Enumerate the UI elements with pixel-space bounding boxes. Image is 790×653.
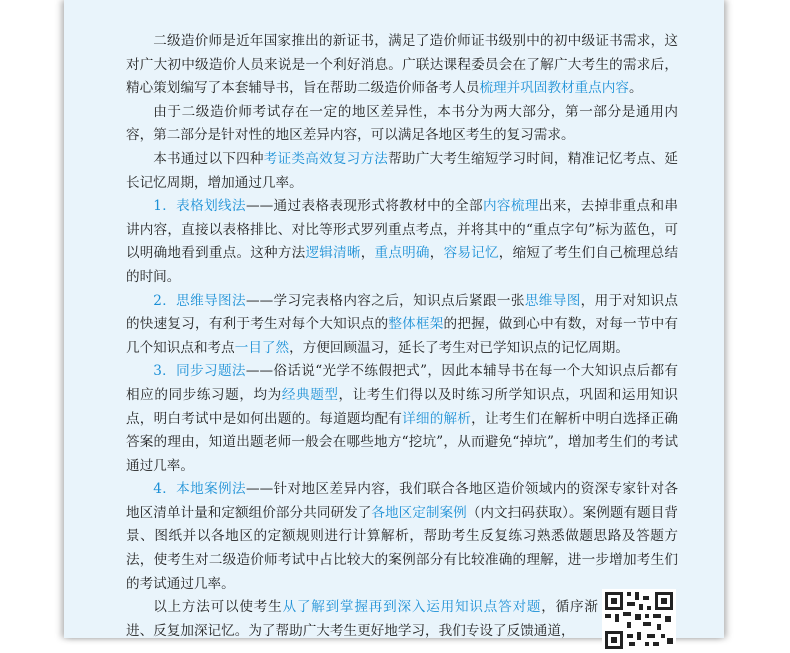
highlight-text: 逻辑清晰: [305, 245, 361, 262]
method-title: 4．本地案例法: [153, 481, 246, 498]
preface-text: [126, 30, 678, 643]
paragraph-method-2: 2．思维导图法——学习完表格内容之后，知识点后紧跟一张思维导图，用于对知识点的快速复习，有利于考生对每个大知识点的整体框架的把握，做到心中有数，对每一节中有几个知识点和考点一目了然，方便回顾温习，延长了考生对已学知识点的记忆周期。: [126, 292, 679, 356]
method-title: 2．思维导图法: [153, 292, 246, 309]
highlight-text: 从了解到掌握再到深入运用知识点答对题: [282, 599, 542, 616]
paragraph-2: 由于二级造价师考试存在一定的地区差异性，本书分为两大部分，第一部分是通用内容，第二部分是针对性的地区差异内容，可以满足各地区考生的复习需求。: [126, 103, 678, 144]
paragraph-method-4: 4．本地案例法——针对地区差异内容，我们联合各地区造价领域内的资深专家针对各地区清单计量和定额组价部分共同研发了各地区定制案例（内文扫码获取）。案例题有题目背景、图纸并以各地区的定额规则进行计算解析，帮助考生反复练习熟悉做题思路及答题方法，使考生对二级造价师考试中占比较大的案例部分有比较准确的理解，进一步增加考生们的考试通过几率。: [126, 481, 679, 592]
highlight-text: 重点明确: [374, 245, 430, 262]
book-page: [64, 0, 724, 638]
highlight-text: 思维导图: [524, 292, 581, 309]
highlight-text: 一目了然: [234, 339, 290, 356]
method-title: 3．同步习题法: [153, 363, 246, 380]
highlight-text: 容易记忆: [443, 245, 499, 262]
highlight-text: 梳理并巩固教材重点内容: [479, 80, 629, 97]
highlight-text: 内容梳理: [482, 198, 539, 215]
highlight-text: 各地区定制案例: [371, 504, 467, 521]
qr-code-image: [602, 589, 676, 649]
paragraph-method-1: 1．表格划线法——通过表格表现形式将教材中的全部内容梳理出来，去掉非重点和串讲内容，直接以表格排比、对比等形式罗列重点考点，并将其中的“重点字句”标为蓝色，可以明确地看到重点。这种方法逻辑清晰，重点明确，容易记忆，缩短了考生们自己梳理总结的时间。: [126, 198, 679, 285]
paragraph-closing: 以上方法可以使考生从了解到掌握再到深入运用知识点答对题，循序渐进、反复加深记忆。为了帮助广大考生更好地学习，我们专设了反馈通道，: [126, 599, 599, 639]
highlight-text: 考证类高效复习方法: [263, 150, 389, 167]
method-title: 1．表格划线法: [153, 198, 246, 215]
paragraph-3: 本书通过以下四种考证类高效复习方法帮助广大考生缩短学习时间，精准记忆考点、延长记忆周期，增加通过几率。: [126, 150, 679, 191]
paragraph-method-3: 3．同步习题法——俗话说“光学不练假把式”，因此本辅导书在每一个大知识点后都有相应的同步练习题，均为经典题型，让考生们得以及时练习所学知识点，巩固和运用知识点，明白考试中是如何出题的。每道题均配有详细的解析，让考生们在解析中明白选择正确答案的理由，知道出题老师一般会在哪些地方“挖坑”，从而避免“掉坑”，增加考生们的考试通过几率。: [126, 363, 679, 474]
paragraph-1: 二级造价师是近年国家推出的新证书，满足了造价师证书级别中的初中级证书需求，这对广大初中级造价人员来说是一个利好消息。广联达课程委员会在了解广大考生的需求后，精心策划编写了本套辅导书，旨在帮助二级造价师备考人员梳理并巩固教材重点内容。: [126, 33, 678, 97]
highlight-text: 详细的解析: [402, 410, 472, 427]
highlight-text: 整体框架: [388, 316, 444, 333]
highlight-text: 经典题型: [281, 386, 339, 403]
qr-code-icon: [602, 589, 676, 649]
